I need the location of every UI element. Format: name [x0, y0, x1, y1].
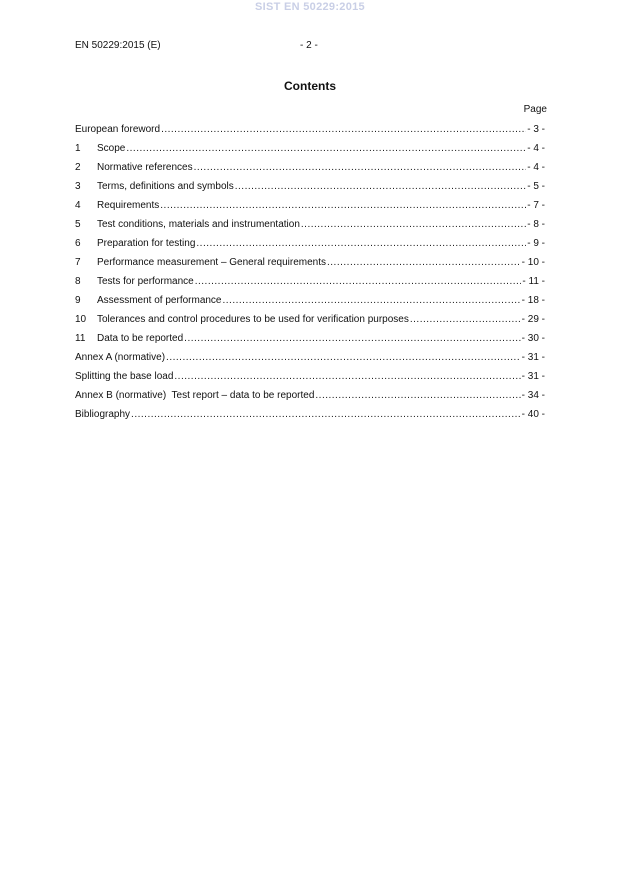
- toc-entry-tolerances[interactable]: [75, 314, 545, 333]
- toc-entry-title: Data to be reported: [97, 333, 184, 344]
- toc-entry-requirements[interactable]: [75, 200, 545, 219]
- dot-leader: [194, 162, 527, 173]
- toc-entry-page: - 31 -: [521, 371, 545, 382]
- watermark: SIST EN 50229:2015: [255, 1, 365, 13]
- dot-leader: [166, 352, 521, 363]
- toc-entry-page: - 7 -: [527, 200, 545, 211]
- dot-leader: [235, 181, 526, 192]
- dot-leader: [315, 390, 520, 401]
- dot-leader: [327, 257, 521, 268]
- toc-entry-page: - 5 -: [527, 181, 545, 192]
- toc-entry-title: Tolerances and control procedures to be used for verification purposes: [97, 314, 409, 325]
- toc-entry-performance-measurement[interactable]: [75, 257, 545, 276]
- toc-entry-title: Terms, definitions and symbols: [97, 181, 234, 192]
- toc-entry-title: Splitting the base load: [75, 371, 174, 382]
- toc-entry-title: Requirements: [97, 200, 160, 211]
- toc-entry-number: 2: [75, 162, 81, 173]
- toc-entry-terms-definitions[interactable]: [75, 181, 545, 200]
- dot-leader: [126, 143, 526, 154]
- dot-leader: [160, 200, 526, 211]
- toc-entry-page: - 31 -: [521, 352, 545, 363]
- dot-leader: [131, 409, 521, 420]
- toc-entry-number: 9: [75, 295, 81, 306]
- toc-entry-scope[interactable]: [75, 143, 545, 162]
- toc-entry-title: European foreword: [75, 124, 161, 135]
- toc-entry-number: 4: [75, 200, 81, 211]
- contents-title: Contents: [284, 79, 336, 93]
- toc-entry-number: 6: [75, 238, 81, 249]
- toc-entry-number: 7: [75, 257, 81, 268]
- toc-entry-normative-references[interactable]: [75, 162, 545, 181]
- toc-entry-number: 5: [75, 219, 81, 230]
- toc-entry-number: 11: [75, 333, 86, 344]
- toc-entry-number: 1: [75, 143, 81, 154]
- dot-leader: [196, 238, 526, 249]
- toc-entry-annex-b[interactable]: [75, 390, 545, 409]
- page-number: - 2 -: [300, 40, 318, 51]
- toc-entry-page: - 29 -: [521, 314, 545, 325]
- toc-entry-page: - 30 -: [521, 333, 545, 344]
- toc-entry-page: - 40 -: [521, 409, 545, 420]
- dot-leader: [184, 333, 520, 344]
- toc-entry-page: - 4 -: [527, 162, 545, 173]
- toc-entry-page: - 4 -: [527, 143, 545, 154]
- table-of-contents: [75, 124, 545, 428]
- dot-leader: [174, 371, 520, 382]
- toc-entry-test-conditions[interactable]: [75, 219, 545, 238]
- toc-entry-number: 10: [75, 314, 87, 325]
- toc-entry-page: - 3 -: [527, 124, 545, 135]
- toc-entry-title: Annex B (normative) Test report – data to be reported: [75, 390, 315, 401]
- dot-leader: [161, 124, 526, 135]
- dot-leader: [195, 276, 522, 287]
- document-id: EN 50229:2015 (E): [75, 40, 161, 51]
- toc-entry-page: - 9 -: [527, 238, 545, 249]
- toc-entry-page: - 8 -: [527, 219, 545, 230]
- toc-entry-page: - 34 -: [521, 390, 545, 401]
- toc-entry-title: Test conditions, materials and instrumentation: [97, 219, 300, 230]
- toc-entry-title: Normative references: [97, 162, 193, 173]
- toc-entry-title: Tests for performance: [97, 276, 194, 287]
- dot-leader: [410, 314, 521, 325]
- dot-leader: [301, 219, 526, 230]
- toc-entry-preparation-for-testing[interactable]: [75, 238, 545, 257]
- toc-entry-title: Scope: [97, 143, 126, 154]
- toc-entry-title: Bibliography: [75, 409, 131, 420]
- toc-entry-number: 8: [75, 276, 81, 287]
- toc-entry-page: - 11 -: [522, 276, 545, 287]
- toc-entry-title: Preparation for testing: [97, 238, 196, 249]
- toc-entry-number: 3: [75, 181, 81, 192]
- toc-entry-bibliography[interactable]: [75, 409, 545, 428]
- toc-entry-tests-for-performance[interactable]: [75, 276, 545, 295]
- toc-entry-page: - 18 -: [521, 295, 545, 306]
- toc-entry-assessment-of-performance[interactable]: [75, 295, 545, 314]
- toc-entry-data-to-be-reported[interactable]: [75, 333, 545, 352]
- toc-entry-european-foreword[interactable]: [75, 124, 545, 143]
- toc-entry-splitting-base-load[interactable]: [75, 371, 545, 390]
- toc-entry-title: Assessment of performance: [97, 295, 222, 306]
- toc-entry-annex-a[interactable]: [75, 352, 545, 371]
- page-column-label: Page: [523, 104, 547, 115]
- toc-entry-title: Performance measurement – General requirements: [97, 257, 326, 268]
- toc-entry-page: - 10 -: [521, 257, 545, 268]
- toc-entry-title: Annex A (normative): [75, 352, 166, 363]
- dot-leader: [223, 295, 521, 306]
